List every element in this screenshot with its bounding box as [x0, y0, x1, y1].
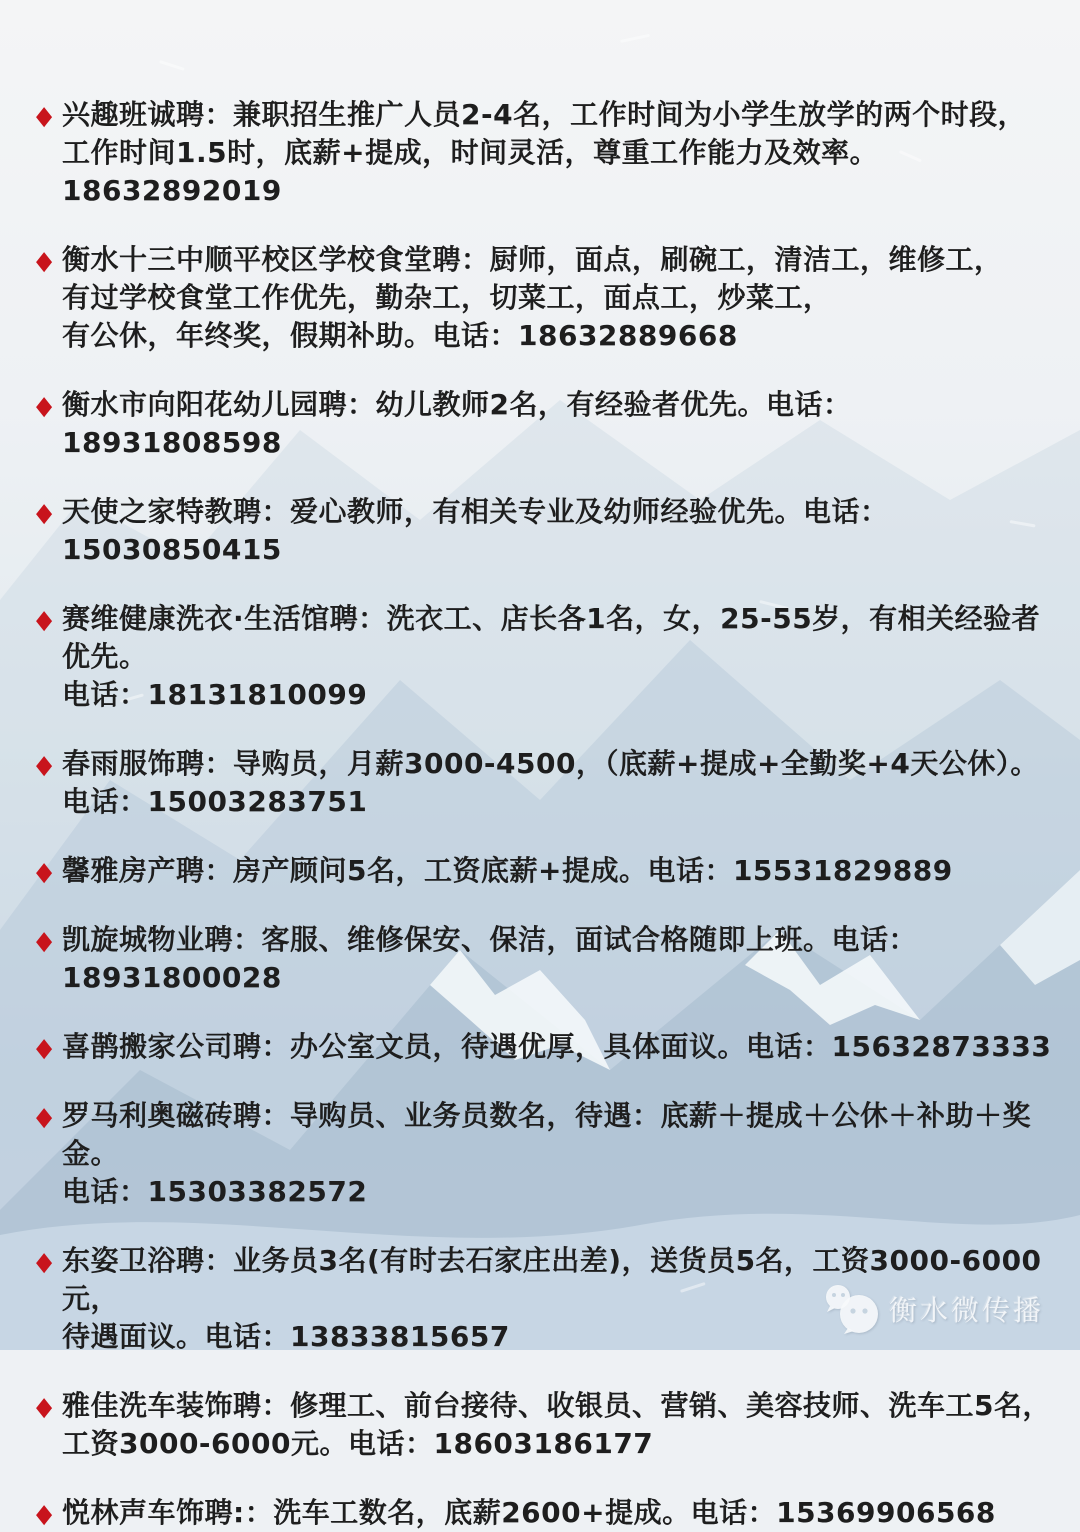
listing-line: 天使之家特教聘：爱心教师，有相关专业及幼师经验优先。电话：15030850415 [62, 495, 889, 566]
diamond-bullet-icon: ◆ [36, 390, 53, 420]
listing-line: 兴趣班诚聘：兼职招生推广人员2-4名，工作时间为小学生放学的两个时段， [62, 98, 1027, 131]
watermark-label: 衡水微传播 [888, 1294, 1044, 1327]
job-listing [36, 241, 1054, 355]
job-listing [36, 600, 1054, 714]
job-listing [36, 1387, 1054, 1463]
listing-line: 有过学校食堂工作优先，勤杂工，切菜工，面点工，炒菜工， [62, 281, 832, 314]
listing-line: 春雨服饰聘：导购员，月薪3000-4500，（底薪+提成+全勤奖+4天公休）。 [62, 747, 1039, 780]
listing-line: 雅佳洗车装饰聘：修理工、前台接待、收银员、营销、美容技师、洗车工5名， [62, 1389, 1051, 1422]
listing-line: 衡水十三中顺平校区学校食堂聘：厨师，面点，刷碗工，清洁工，维修工， [62, 243, 1003, 276]
job-listing [36, 1097, 1054, 1211]
diamond-bullet-icon: ◆ [36, 749, 53, 779]
job-listing [36, 386, 1054, 462]
job-listing [36, 745, 1054, 821]
listing-line: 电话：15303382572 [62, 1175, 368, 1208]
listing-line: 东姿卫浴聘：业务员3名(有时去石家庄出差)，送货员5名，工资3000-6000元， [62, 1244, 1042, 1315]
listing-line: 馨雅房产聘：房产顾问5名，工资底薪+提成。电话：15531829889 [62, 854, 953, 887]
job-listing [36, 1028, 1054, 1066]
diamond-bullet-icon: ◆ [36, 1246, 53, 1276]
listing-line: 喜鹊搬家公司聘：办公室文员，待遇优厚，具体面议。电话：15632873333 [62, 1030, 1052, 1063]
listing-line: 罗马利奥磁砖聘：导购员、业务员数名，待遇：底薪＋提成＋公休＋补助＋奖金。 [62, 1099, 1032, 1170]
listing-line: 悦林声车饰聘:：洗车工数名，底薪2600+提成。电话：15369906568 [62, 1496, 996, 1529]
listing-line: 工作时间1.5时，底薪+提成，时间灵活，尊重工作能力及效率。18632892019 [62, 136, 879, 207]
listing-line: 电话：18131810099 [62, 678, 368, 711]
job-listing [36, 493, 1054, 569]
diamond-bullet-icon: ◆ [36, 245, 53, 275]
listing-line: 凯旋城物业聘：客服、维修保安、保洁，面试合格随即上班。电话：18931800028 [62, 923, 918, 994]
diamond-bullet-icon: ◆ [36, 1391, 53, 1421]
diamond-bullet-icon: ◆ [36, 604, 53, 634]
listing-line: 待遇面议。电话：13833815657 [62, 1320, 510, 1353]
listing-line: 衡水市向阳花幼儿园聘：幼儿教师2名，有经验者优先。电话：18931808598 [62, 388, 852, 459]
listing-line: 工资3000-6000元。电话：18603186177 [62, 1427, 654, 1460]
watermark [823, 1284, 1044, 1334]
job-listing [36, 1494, 1054, 1532]
diamond-bullet-icon: ◆ [36, 497, 53, 527]
listing-line: 赛维健康洗衣·生活馆聘：洗衣工、店长各1名，女，25-55岁，有相关经验者优先。 [62, 602, 1041, 673]
job-listing [36, 852, 1054, 890]
diamond-bullet-icon: ◆ [36, 856, 53, 886]
diamond-bullet-icon: ◆ [36, 925, 53, 955]
listing-line: 有公休，年终奖，假期补助。电话：18632889668 [62, 319, 738, 352]
listing-line: 电话：15003283751 [62, 785, 368, 818]
diamond-bullet-icon: ◆ [36, 1032, 53, 1062]
diamond-bullet-icon: ◆ [36, 1101, 53, 1131]
diamond-bullet-icon: ◆ [36, 100, 53, 130]
job-listing [36, 921, 1054, 997]
wechat-icon [823, 1284, 881, 1334]
diamond-bullet-icon: ◆ [36, 1498, 53, 1528]
job-listing [36, 96, 1054, 210]
